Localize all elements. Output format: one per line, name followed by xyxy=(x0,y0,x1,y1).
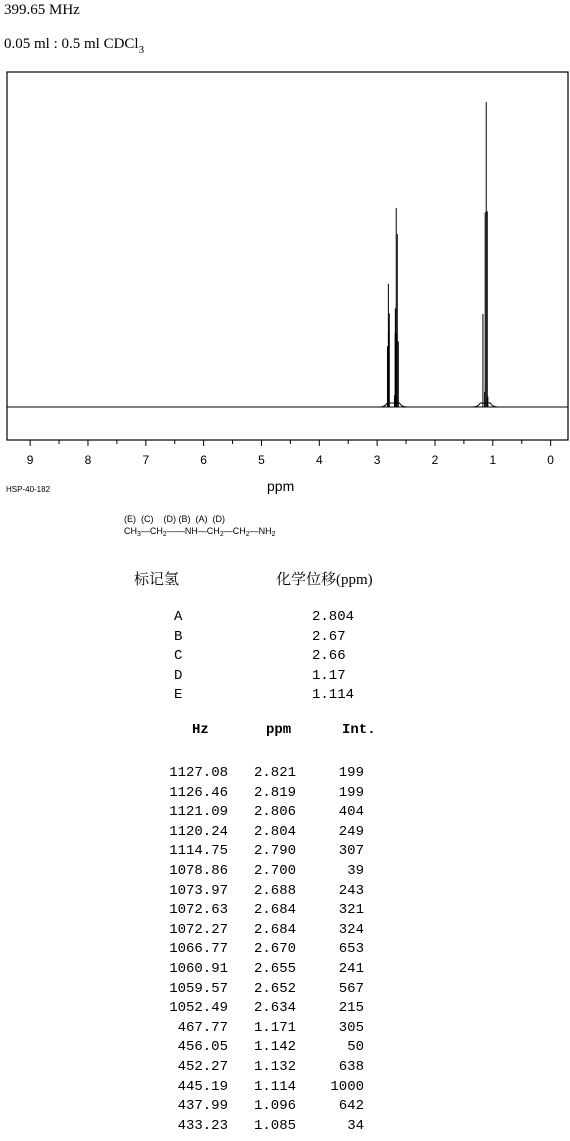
peak-int: 1000 xyxy=(330,1078,364,1095)
header-hz: Hz xyxy=(192,722,209,738)
peak-int: 199 xyxy=(338,784,364,801)
peak-row xyxy=(160,1058,420,1078)
structure-formula: $CH_3—CH_2——NH—CH_2—CH_2—NH_2$ xyxy=(124,526,276,538)
peak-ppm: 2.670 xyxy=(253,941,296,958)
peak-ppm: 1.142 xyxy=(253,1039,296,1056)
peak-hz: 1126.46 xyxy=(169,784,228,801)
assignment-table xyxy=(174,608,354,706)
peak-int: 39 xyxy=(347,862,364,879)
peak-ppm: 2.819 xyxy=(253,784,296,801)
peak-hz: 433.23 xyxy=(177,1117,228,1134)
peak-hz: 1121.09 xyxy=(169,804,228,821)
peak-ppm: 1.085 xyxy=(253,1117,296,1134)
x-tick-label: 4 xyxy=(315,453,323,467)
peak-row xyxy=(160,882,420,902)
peak-int: 249 xyxy=(338,823,364,840)
x-tick-label: 1 xyxy=(489,453,497,467)
assignment-shift: 2.804 xyxy=(312,609,355,625)
assignment-row xyxy=(174,686,354,706)
peak-row xyxy=(160,980,420,1000)
x-tick-label: 3 xyxy=(373,453,381,467)
peak-row xyxy=(160,999,420,1019)
assignment-label: D xyxy=(174,667,183,684)
x-axis-ticks xyxy=(27,440,555,467)
peak-ppm: 2.655 xyxy=(253,960,296,977)
peak-hz: 1073.97 xyxy=(169,882,228,899)
sample-ratio: 0.05 ml : 0.5 ml CDCl xyxy=(4,36,139,52)
peak-ppm: 2.652 xyxy=(253,980,296,997)
x-tick-label: 9 xyxy=(26,453,34,467)
peak-row xyxy=(160,921,420,941)
peak-hz: 1060.91 xyxy=(169,960,228,977)
peak-table-body xyxy=(160,764,420,1136)
peak-ppm: 1.096 xyxy=(253,1098,296,1115)
peak-ppm: 2.790 xyxy=(253,843,296,860)
peak-int: 404 xyxy=(338,804,364,821)
assignment-label: A xyxy=(174,609,183,625)
peak-ppm: 1.171 xyxy=(253,1019,296,1036)
peak-int: 305 xyxy=(338,1019,364,1036)
header-ppm: ppm xyxy=(266,722,292,738)
structure-position-labels: (E) (C) (D) (B) (A) (D) xyxy=(124,514,225,524)
peak-hz: 1059.57 xyxy=(169,980,228,997)
peak-int: 241 xyxy=(338,960,364,977)
peak-row xyxy=(160,940,420,960)
x-tick-label: 2 xyxy=(431,453,439,467)
peak-row xyxy=(160,803,420,823)
assignment-row xyxy=(174,608,354,628)
spectrum-peaks xyxy=(379,102,498,407)
peak-int: 34 xyxy=(347,1117,364,1134)
x-tick-label: 5 xyxy=(258,453,265,467)
peak-ppm: 2.684 xyxy=(253,902,296,919)
peak-row xyxy=(160,1038,420,1058)
header-int: Int. xyxy=(342,722,376,738)
peak-row xyxy=(160,960,420,980)
peak-hz: 467.77 xyxy=(177,1019,228,1036)
peak-int: 567 xyxy=(338,980,364,997)
peak-int: 638 xyxy=(338,1058,364,1075)
peak-row xyxy=(160,901,420,921)
peak-int: 215 xyxy=(338,1000,364,1017)
spectrum-id: HSP-40-182 xyxy=(6,485,51,494)
peak-ppm: 2.688 xyxy=(253,882,296,899)
peak-int: 243 xyxy=(338,882,364,899)
peak-row xyxy=(160,823,420,843)
sample-conditions xyxy=(4,36,144,56)
molecule-structure xyxy=(124,513,276,541)
spectrometer-frequency: 399.65 MHz xyxy=(4,2,80,18)
peak-ppm: 2.821 xyxy=(253,765,296,781)
peak-hz: 452.27 xyxy=(177,1058,228,1075)
peak-hz: 1120.24 xyxy=(169,823,228,840)
peak-ppm: 2.700 xyxy=(253,862,296,879)
peak-int: 321 xyxy=(338,902,364,919)
peak-hz: 456.05 xyxy=(177,1039,228,1056)
x-tick-label: 0 xyxy=(547,453,554,467)
peak-int: 199 xyxy=(338,765,364,781)
peak-row xyxy=(160,784,420,804)
peak-ppm: 1.114 xyxy=(253,1078,296,1095)
assignment-shift: 2.66 xyxy=(312,648,346,664)
peak-row xyxy=(160,842,420,862)
peak-row xyxy=(160,1097,420,1117)
assignment-shift: 1.17 xyxy=(312,667,346,684)
peak-hz: 445.19 xyxy=(177,1078,228,1095)
multiplet-base xyxy=(379,403,407,407)
x-tick-label: 6 xyxy=(200,453,207,467)
peak-hz: 1127.08 xyxy=(169,765,228,781)
peak-table-header xyxy=(160,722,412,748)
peak-ppm: 1.132 xyxy=(253,1058,296,1075)
peak-ppm: 2.684 xyxy=(253,921,296,938)
peak-hz: 1072.27 xyxy=(169,921,228,938)
assignment-row xyxy=(174,667,354,687)
assignment-shift: 1.114 xyxy=(312,687,355,703)
x-axis-label: ppm xyxy=(267,478,295,494)
assignment-row xyxy=(174,647,354,667)
sample-subscript: 3 xyxy=(138,44,145,56)
assignment-header-label: 标记氢 xyxy=(134,572,180,588)
peak-hz: 1052.49 xyxy=(169,1000,228,1017)
peak-hz: 1072.63 xyxy=(169,902,228,919)
peak-int: 324 xyxy=(338,921,364,938)
assignment-label: E xyxy=(174,687,183,703)
peak-int: 307 xyxy=(338,843,364,860)
nmr-spectrum-chart xyxy=(0,60,570,480)
peak-row xyxy=(160,1078,420,1098)
peak-hz: 437.99 xyxy=(177,1098,228,1115)
peak-row xyxy=(160,1117,420,1137)
peak-ppm: 2.806 xyxy=(253,804,296,821)
plot-frame xyxy=(7,72,568,440)
peak-hz: 1066.77 xyxy=(169,941,228,958)
peak-ppm: 2.804 xyxy=(253,823,296,840)
assignment-label: B xyxy=(174,628,183,645)
peak-ppm: 2.634 xyxy=(253,1000,296,1017)
assignment-shift: 2.67 xyxy=(312,628,346,645)
peak-table xyxy=(160,722,412,1134)
peak-row xyxy=(160,764,420,784)
peak-int: 50 xyxy=(347,1039,364,1056)
x-tick-label: 7 xyxy=(142,453,150,467)
peak-int: 642 xyxy=(338,1098,364,1115)
peak-row xyxy=(160,1019,420,1039)
peak-int: 653 xyxy=(338,941,364,958)
assignment-label: C xyxy=(174,648,183,664)
assignment-row xyxy=(174,628,354,648)
x-tick-label: 8 xyxy=(84,453,92,467)
assignment-header-shift: 化学位移(ppm) xyxy=(276,572,373,588)
peak-hz: 1078.86 xyxy=(169,862,228,879)
peak-row xyxy=(160,862,420,882)
peak-hz: 1114.75 xyxy=(169,843,228,860)
